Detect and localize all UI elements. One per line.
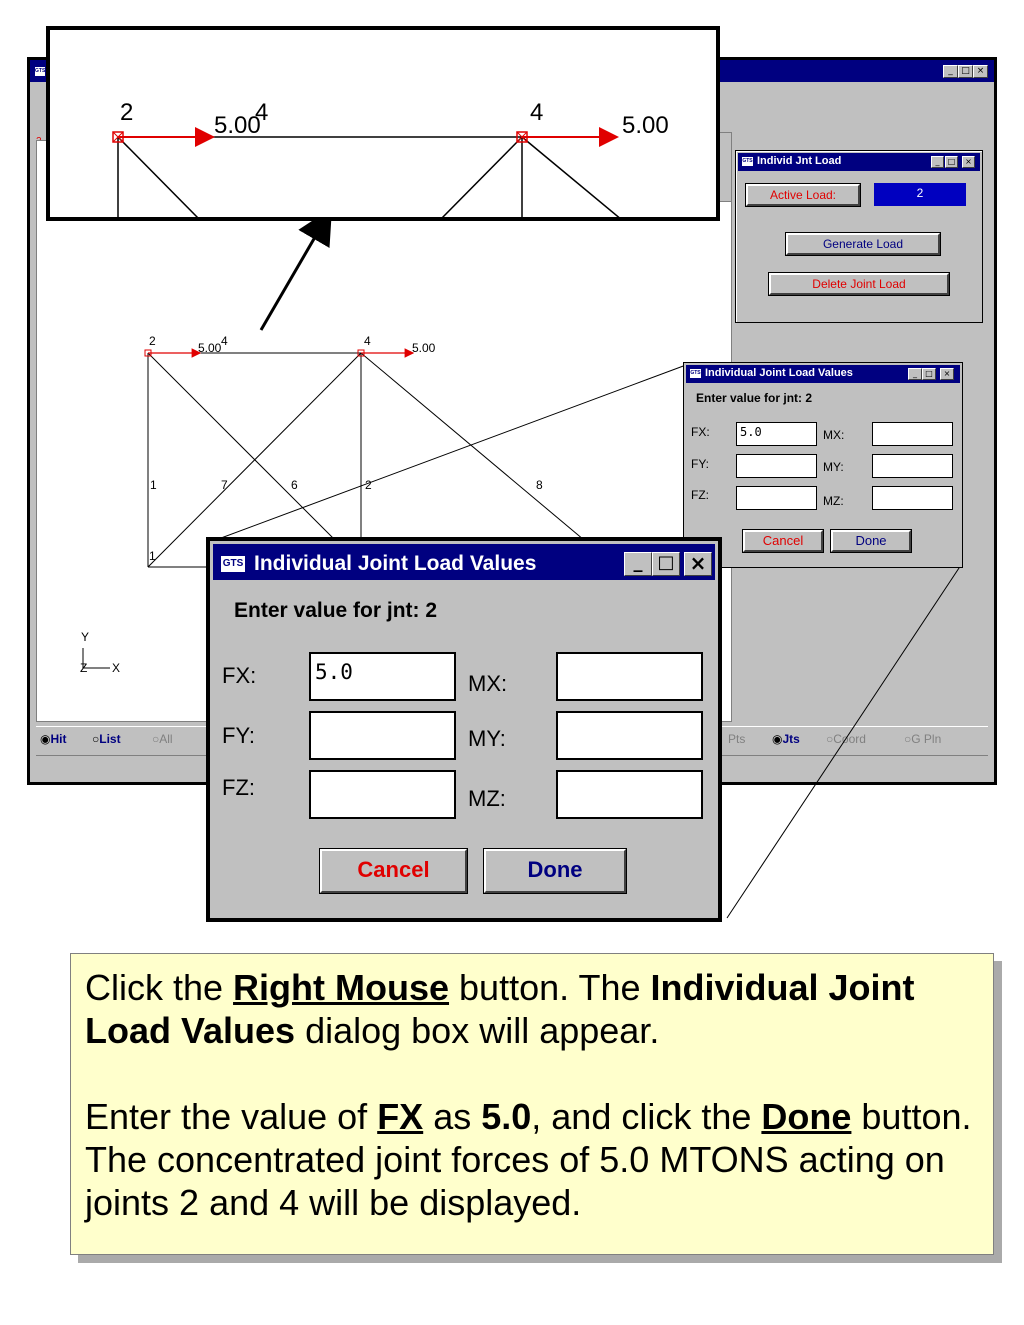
generate-load-button[interactable]: Generate Load (786, 233, 940, 255)
axis-label-z: Z (80, 661, 88, 675)
radio-unchecked-icon: ○ (826, 732, 834, 746)
small-load-dialog (683, 362, 963, 568)
zoom-inset-drawing (50, 30, 716, 217)
zoom-load-label-2: 5.00 (622, 112, 669, 139)
jnt-load-minimize-button[interactable]: _ (931, 156, 944, 168)
member-label-1: 1 (150, 478, 157, 492)
radio-unchecked-icon: ○ (152, 732, 160, 746)
joint-label-2: 2 (149, 334, 156, 348)
member-label-2: 2 (365, 478, 372, 492)
large-my-label: MY: (468, 726, 506, 751)
radio-all-label: All (159, 732, 173, 746)
zoom-load-label-1: 5.00 (214, 112, 261, 139)
jnt-load-title: Individ Jnt Load (757, 155, 842, 167)
small-dialog-app-icon: GTS (689, 368, 702, 379)
small-fz-label: FZ: (691, 488, 709, 502)
large-dialog-close-button[interactable]: × (684, 552, 712, 576)
large-mx-label: MX: (468, 671, 508, 696)
jnt-load-panel (735, 150, 983, 323)
small-dialog-minimize-button[interactable]: _ (908, 368, 922, 380)
large-dialog-app-icon: GTS (220, 555, 246, 573)
joint-label-1: 1 (149, 549, 156, 563)
zoom-joint-label-2: 2 (120, 99, 134, 126)
member-6 (148, 353, 340, 545)
instruction-note (70, 953, 994, 1255)
member-8 (361, 353, 590, 545)
instruction-emphasis: Right Mouse (233, 967, 450, 1008)
small-fy-label: FY: (691, 457, 710, 471)
jnt-load-app-icon: GTS (741, 156, 754, 167)
zoom-joint-label-4b: 4 (530, 99, 544, 126)
large-fx-label: FX: (222, 663, 257, 688)
large-fz-label: FZ: (222, 775, 255, 800)
instruction-paragraph-2 (85, 1095, 979, 1224)
instruction-text: Enter the value of (85, 1096, 378, 1137)
small-fx-input[interactable]: 5.0 (736, 422, 817, 446)
member-label-6: 6 (291, 478, 298, 492)
large-dialog-maximize-button[interactable]: □ (652, 552, 680, 576)
small-my-input[interactable] (872, 454, 953, 478)
zoom-inset (46, 26, 720, 221)
large-done-button[interactable]: Done (484, 849, 626, 893)
callout-line-top (213, 365, 686, 541)
close-button[interactable]: × (973, 65, 988, 78)
radio-list-label: List (99, 732, 121, 746)
small-mz-input[interactable] (872, 486, 953, 510)
load-label-2: 5.00 (412, 341, 436, 355)
small-dialog-title: Individual Joint Load Values (705, 367, 853, 379)
member-label-8: 8 (536, 478, 543, 492)
large-fz-input[interactable] (309, 770, 456, 819)
radio-hit-label: Hit (50, 732, 67, 746)
active-load-button[interactable]: Active Load: (746, 184, 860, 206)
member-label-7: 7 (221, 478, 228, 492)
radio-unchecked-icon: ○ (904, 732, 912, 746)
axis-label-y: Y (81, 630, 90, 644)
small-fy-input[interactable] (736, 454, 817, 478)
small-fx-label: FX: (691, 425, 710, 439)
joint-label-4a: 4 (221, 334, 228, 348)
instruction-text: dialog box will appear. (295, 1010, 660, 1051)
instruction-emphasis: Individual Joint Load Values (85, 967, 915, 1051)
minimize-button[interactable]: _ (943, 65, 958, 78)
large-my-input[interactable] (556, 711, 703, 760)
small-cancel-button[interactable]: Cancel (743, 530, 823, 552)
small-mz-label: MZ: (823, 494, 844, 508)
small-mx-label: MX: (823, 428, 845, 442)
small-dialog-prompt: Enter value for jnt: 2 (696, 391, 813, 405)
small-fz-input[interactable] (736, 486, 817, 510)
radio-checked-icon: ◉ (40, 732, 51, 746)
small-dialog-close-button[interactable]: × (940, 368, 954, 380)
radio-checked-icon: ◉ (772, 732, 783, 746)
small-done-button[interactable]: Done (831, 530, 911, 552)
large-mz-label: MZ: (468, 786, 506, 811)
joint-label-4b: 4 (364, 334, 371, 348)
zoom-joint-label-4a: 4 (255, 99, 269, 126)
radio-unchecked-icon: ○ (92, 732, 100, 746)
instruction-emphasis: 5.0 (481, 1096, 532, 1137)
app-icon: GTS (34, 66, 46, 77)
large-fx-input[interactable]: 5.0 (309, 652, 456, 701)
large-fy-label: FY: (222, 723, 256, 748)
large-dialog-prompt: Enter value for jnt: 2 (234, 599, 438, 622)
radio-coord-label: Coord (833, 732, 866, 746)
instruction-text: button. The concentrated joint forces of 5.0 MTONS acting on joints 2 and 4 will be displayed. (85, 1096, 972, 1223)
instruction-text: as (423, 1096, 482, 1137)
delete-joint-load-button[interactable]: Delete Joint Load (769, 273, 949, 295)
instruction-text: button. The (449, 967, 651, 1008)
large-dialog-minimize-button[interactable]: _ (624, 552, 652, 576)
small-dialog-maximize-button[interactable]: □ (922, 368, 936, 380)
large-fy-input[interactable] (309, 711, 456, 760)
radio-pts-label: Pts (728, 732, 746, 746)
radio-jts-label: Jts (782, 732, 800, 746)
small-mx-input[interactable] (872, 422, 953, 446)
large-cancel-button[interactable]: Cancel (320, 849, 467, 893)
jnt-load-maximize-button[interactable]: □ (945, 156, 958, 168)
instruction-emphasis: Done (761, 1096, 852, 1137)
jnt-load-close-button[interactable]: × (962, 156, 975, 168)
instruction-text: , and click the (531, 1096, 762, 1137)
large-mx-input[interactable] (556, 652, 703, 701)
active-load-value: 2 (874, 183, 966, 206)
large-load-dialog (206, 537, 722, 922)
axis-label-x: X (112, 661, 121, 675)
large-dialog-title: Individual Joint Load Values (254, 552, 537, 575)
radio-gpln-label: G Pln (911, 732, 942, 746)
instruction-paragraph-1 (85, 966, 979, 1052)
callout-line-bottom (727, 565, 961, 918)
instruction-emphasis: FX (377, 1096, 424, 1137)
instruction-text: Click the (85, 967, 234, 1008)
small-my-label: MY: (823, 460, 844, 474)
large-mz-input[interactable] (556, 770, 703, 819)
load-label-1: 5.00 (198, 341, 222, 355)
pointer-arrow (261, 213, 329, 330)
maximize-button[interactable]: □ (958, 65, 973, 78)
